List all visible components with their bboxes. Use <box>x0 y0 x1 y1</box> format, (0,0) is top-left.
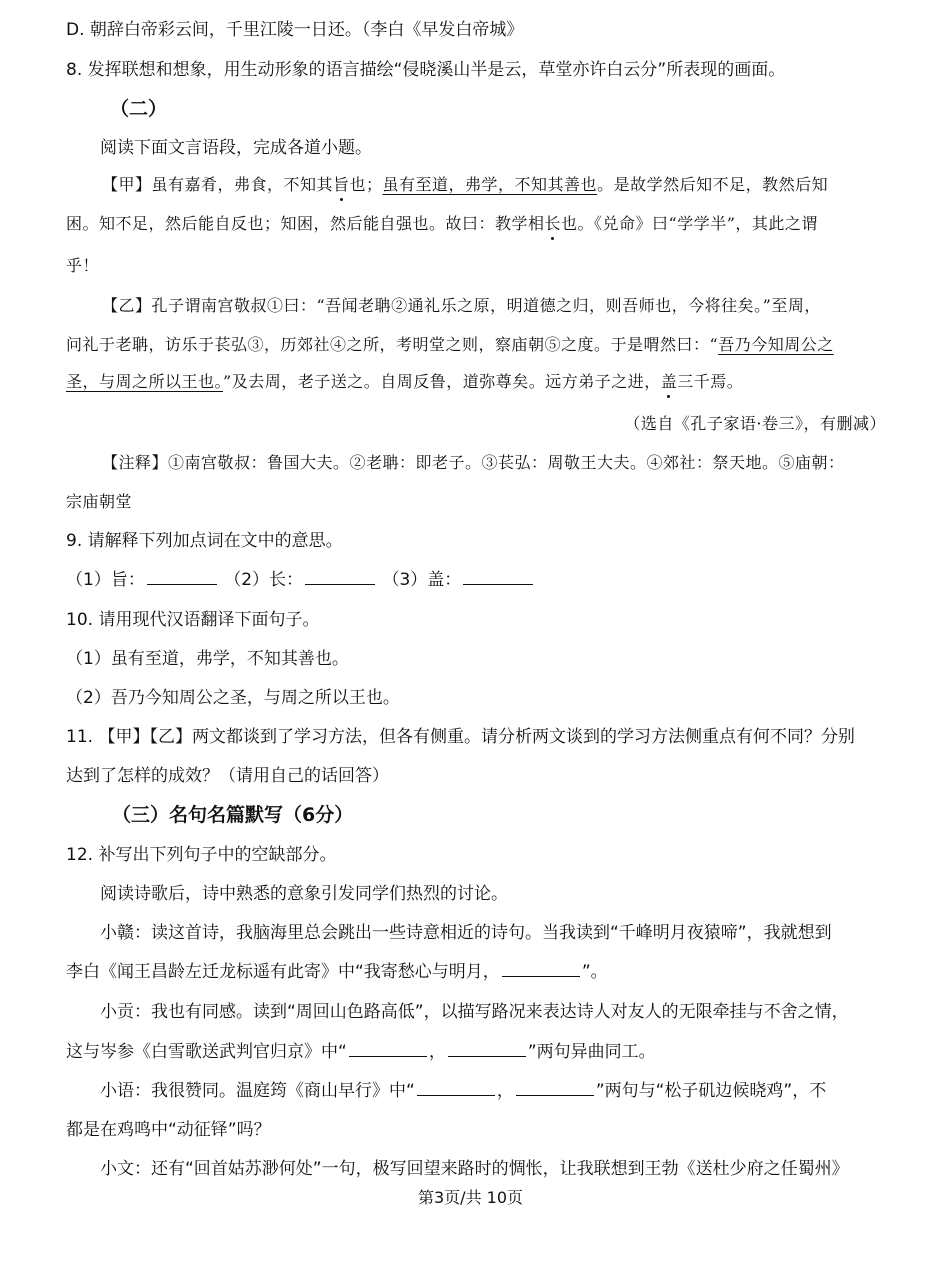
question-11-line-1: 11. 【甲】【乙】两文都谈到了学习方法，但各有侧重。请分析两文谈到的学习方法侧重点有何不同？分别 <box>66 727 855 747</box>
passage-jia-line-3: 乎！ <box>66 256 100 275</box>
blank-label-1: （1）旨： <box>66 570 145 590</box>
answer-blank[interactable] <box>349 1055 427 1057</box>
question-12: 12. 补写出下列句子中的空缺部分。 <box>66 845 337 865</box>
passage-text: 。是故学然后知不足，教然后知 <box>597 175 829 194</box>
passage-yi-line-1: 【乙】孔子谓南宫敬叔①曰：“吾闻老聃②通礼乐之原，明道德之归，则吾师也，今将往矣。”至周， <box>102 296 821 315</box>
question-10: 10. 请用现代汉语翻译下面句子。 <box>66 610 320 630</box>
underlined-sentence-2a: 吾乃今知周公之 <box>718 335 834 354</box>
question-10-item-1: （1）虽有至道，弗学，不知其善也。 <box>66 649 349 669</box>
discussion-text: ”。 <box>581 962 608 982</box>
answer-blank[interactable] <box>463 583 533 585</box>
passage-text: 三千焉。 <box>677 372 744 391</box>
answer-blank[interactable] <box>147 583 217 585</box>
passage-yi-line-2 <box>66 337 834 353</box>
question-9-blanks <box>66 572 535 589</box>
blank-label-3: （3）盖： <box>382 570 462 590</box>
annotation-line-1: 【注释】①南宫敬叔：鲁国大夫。②老聃：即老子。③苌弘：周敬王大夫。④郊社：祭天地。⑤庙朝： <box>102 453 845 472</box>
underlined-sentence-2b: 圣，与周之所以王也。 <box>66 372 224 391</box>
discussion-xiaoyu-line-1 <box>100 1083 826 1100</box>
reading-instruction: 阅读下面文言语段，完成各道小题。 <box>100 138 372 158</box>
question-11-line-2: 达到了怎样的成效？（请用自己的话回答） <box>66 766 389 786</box>
discussion-xiaogan-line-1: 小赣：读这首诗，我脑海里总会跳出一些诗意相近的诗句。当我读到“千峰明月夜猿啼”，我就想到 <box>100 923 832 943</box>
question-8: 8. 发挥联想和想象，用生动形象的语言描绘“侵晓溪山半是云，草堂亦许白云分”所表现的画面。 <box>66 60 786 80</box>
answer-blank[interactable] <box>305 583 375 585</box>
discussion-text: ， <box>496 1081 514 1101</box>
passage-yi-line-3 <box>66 374 743 390</box>
question-10-item-2: （2）吾乃今知周公之圣，与周之所以王也。 <box>66 688 400 708</box>
answer-blank[interactable] <box>502 975 580 977</box>
passage-text: 【甲】虽有嘉肴，弗食，不知其 <box>102 175 334 194</box>
page-number-footer: 第3页/共 10页 <box>418 1188 524 1207</box>
discussion-xiaowen-line-1: 小文：还有“回首姑苏渺何处”一句，极写回望来路时的惆怅，让我联想到王勃《送杜少府之任蜀州》 <box>100 1159 849 1179</box>
discussion-xiaogong-line-2 <box>66 1044 656 1061</box>
discussion-xiaogong-line-1: 小贡：我也有同感。读到“周回山色路高低”，以描写路况来表达诗人对友人的无限牵挂与不舍之情， <box>100 1002 849 1022</box>
discussion-xiaoyu-line-2: 都是在鸡鸣中“动征铎”吗？ <box>66 1120 271 1140</box>
source-citation: （选自《孔子家语·卷三》，有删减） <box>624 414 886 433</box>
discussion-text: 李白《闻王昌龄左迁龙标遥有此寄》中“我寄愁心与明月， <box>66 962 500 982</box>
option-d: D. 朝辞白帝彩云间，千里江陵一日还。（李白《早发白帝城》 <box>66 20 524 40</box>
discussion-text: 这与岑参《白雪歌送武判官归京》中“ <box>66 1042 347 1062</box>
discussion-text: ， <box>428 1042 446 1062</box>
answer-blank[interactable] <box>448 1055 526 1057</box>
passage-text: ”及去周，老子送之。自周反鲁，道弥尊矣。远方弟子之进， <box>223 372 661 391</box>
section-heading-2: （二） <box>110 98 168 120</box>
passage-jia-line-2 <box>66 216 818 232</box>
discussion-text: ”两句与“松子矶边候晓鸡”，不 <box>595 1081 827 1101</box>
passage-text: 问礼于老聃，访乐于苌弘③，历郊社④之所，考明堂之则，察庙朝⑤之度。于是喟然曰：“ <box>66 335 719 354</box>
section-heading-3: （三）名句名篇默写（6分） <box>112 804 354 826</box>
passage-text: 也； <box>349 175 383 194</box>
blank-label-2: （2）长： <box>224 570 304 590</box>
poem-discussion-intro: 阅读诗歌后，诗中熟悉的意象引发同学们热烈的讨论。 <box>100 884 508 904</box>
discussion-text: 小语：我很赞同。温庭筠《商山早行》中“ <box>100 1081 415 1101</box>
answer-blank[interactable] <box>516 1094 594 1096</box>
discussion-xiaogan-line-2 <box>66 964 608 981</box>
underlined-sentence-1: 虽有至道，弗学，不知其善也 <box>382 175 598 194</box>
dotted-word-zhang: 长 <box>544 214 562 233</box>
passage-text: 困。知不足，然后能自反也；知困，然后能自强也。故曰：教学相 <box>66 214 545 233</box>
answer-blank[interactable] <box>417 1094 495 1096</box>
annotation-line-2: 宗庙朝堂 <box>66 492 133 511</box>
passage-jia-line-1 <box>102 177 828 193</box>
question-9: 9. 请解释下列加点词在文中的意思。 <box>66 531 343 551</box>
dotted-word-zhi: 旨 <box>333 175 350 194</box>
passage-text: 也。《兑命》曰“学学半”，其此之谓 <box>561 214 818 233</box>
dotted-word-gai: 盖 <box>660 372 678 391</box>
discussion-text: ”两句异曲同工。 <box>527 1042 656 1062</box>
